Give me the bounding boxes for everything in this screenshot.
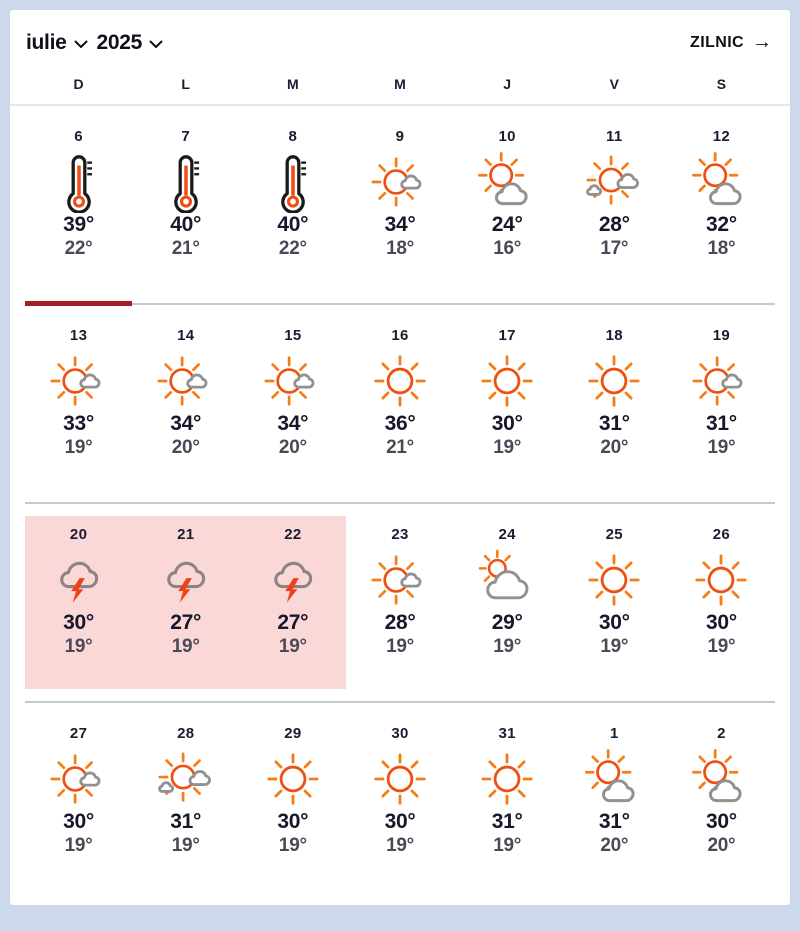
sun-cloud-icon — [262, 350, 324, 412]
low-temp: 22° — [64, 238, 93, 259]
high-temp: 34° — [277, 412, 309, 435]
thunderstorm-icon — [155, 549, 217, 611]
week-row — [25, 305, 775, 502]
day-number: 17 — [498, 327, 516, 344]
day-of-week-label: D — [73, 76, 84, 92]
low-temp: 20° — [707, 835, 736, 856]
day-number: 15 — [284, 327, 302, 344]
day-cell-29[interactable] — [239, 703, 346, 900]
day-cell-17[interactable] — [454, 305, 561, 502]
high-temp: 30° — [277, 810, 309, 833]
day-cell-2[interactable] — [668, 703, 775, 900]
high-temp: 33° — [63, 412, 94, 435]
week-divider — [25, 502, 775, 504]
weather-calendar-panel — [10, 10, 790, 905]
day-number: 10 — [498, 128, 516, 145]
high-temp: 40° — [277, 213, 309, 236]
low-temp: 19° — [64, 437, 93, 458]
sun-cloud-icon — [369, 549, 431, 611]
sun-two-clouds-icon — [155, 748, 217, 810]
chevron-down-icon — [74, 40, 88, 49]
day-of-week-label: L — [181, 76, 190, 92]
low-temp: 19° — [386, 636, 414, 657]
calendar-content — [10, 68, 790, 104]
day-number: 28 — [177, 725, 195, 742]
day-cell-15[interactable] — [239, 305, 346, 502]
low-temp: 20° — [278, 437, 307, 458]
day-number: 14 — [177, 327, 195, 344]
day-cell-19[interactable] — [668, 305, 775, 502]
cloudy-sun-icon — [476, 549, 538, 611]
thermometer-icon — [155, 151, 217, 213]
low-temp: 20° — [171, 437, 200, 458]
day-number: 31 — [498, 725, 516, 742]
low-temp: 19° — [493, 437, 522, 458]
sunny-icon — [262, 748, 324, 810]
partly-cloudy-icon — [583, 748, 645, 810]
high-temp: 30° — [63, 611, 94, 634]
sunny-icon — [690, 549, 752, 611]
day-number: 18 — [605, 327, 623, 344]
day-of-week-label: J — [503, 76, 512, 92]
daily-forecast-link[interactable] — [690, 31, 772, 53]
year-dropdown[interactable] — [97, 31, 164, 55]
day-number: 25 — [605, 526, 623, 543]
chevron-down-icon — [149, 40, 163, 49]
day-cell-31[interactable] — [454, 703, 561, 900]
month-dropdown[interactable] — [26, 31, 88, 55]
day-number: 1 — [609, 725, 619, 742]
weeks-container — [10, 106, 790, 900]
day-number: 22 — [284, 526, 302, 543]
partly-cloudy-icon — [690, 748, 752, 810]
low-temp: 19° — [171, 636, 200, 657]
low-temp: 20° — [600, 437, 629, 458]
high-temp: 27° — [277, 611, 309, 634]
arrow-right-icon: → — [752, 31, 772, 53]
high-temp: 36° — [384, 412, 416, 435]
day-cell-21[interactable] — [132, 504, 239, 701]
day-number: 30 — [391, 725, 409, 742]
day-cell-27[interactable] — [25, 703, 132, 900]
day-number: 2 — [717, 725, 726, 742]
sunny-icon — [583, 549, 645, 611]
day-of-week-label: M — [287, 76, 299, 92]
day-number: 6 — [74, 128, 83, 145]
partly-cloudy-icon — [690, 151, 752, 213]
sun-two-clouds-icon — [583, 151, 645, 213]
high-temp: 27° — [170, 611, 202, 634]
day-of-week-header — [25, 68, 775, 104]
day-number: 12 — [712, 128, 731, 145]
low-temp: 21° — [386, 437, 414, 458]
month-header — [10, 10, 790, 68]
week-row — [25, 703, 775, 900]
high-temp: 30° — [705, 611, 737, 634]
day-cell-13[interactable] — [25, 305, 132, 502]
high-temp: 39° — [63, 213, 94, 236]
low-temp: 22° — [278, 238, 307, 259]
day-cell-11[interactable] — [561, 106, 668, 303]
low-temp: 19° — [64, 636, 93, 657]
selected-day-indicator — [25, 301, 132, 306]
day-cell-26[interactable] — [668, 504, 775, 701]
low-temp: 18° — [707, 238, 736, 259]
low-temp: 19° — [493, 835, 522, 856]
week-divider — [25, 303, 775, 305]
sunny-icon — [369, 748, 431, 810]
day-number: 19 — [712, 327, 731, 344]
partly-cloudy-icon — [476, 151, 538, 213]
high-temp: 30° — [705, 810, 737, 833]
sun-cloud-icon — [48, 350, 110, 412]
thermometer-icon — [262, 151, 324, 213]
day-number: 23 — [391, 526, 409, 543]
low-temp: 19° — [278, 835, 307, 856]
week-row — [25, 504, 775, 701]
day-cell-14[interactable] — [132, 305, 239, 502]
day-number: 16 — [391, 327, 409, 344]
day-cell-18[interactable] — [561, 305, 668, 502]
high-temp: 40° — [170, 213, 202, 236]
thunderstorm-icon — [48, 549, 110, 611]
high-temp: 28° — [384, 611, 416, 634]
low-temp: 19° — [493, 636, 522, 657]
day-cell-9[interactable] — [346, 106, 453, 303]
low-temp: 19° — [707, 437, 736, 458]
day-cell-25[interactable] — [561, 504, 668, 701]
day-cell-23[interactable] — [346, 504, 453, 701]
sun-cloud-icon — [155, 350, 217, 412]
low-temp: 17° — [600, 238, 629, 259]
sunny-icon — [476, 350, 538, 412]
day-cell-8[interactable] — [239, 106, 346, 303]
day-cell-7[interactable] — [132, 106, 239, 303]
low-temp: 19° — [707, 636, 736, 657]
day-of-week-label: S — [716, 76, 727, 92]
day-number: 8 — [288, 128, 298, 145]
high-temp: 24° — [491, 213, 523, 236]
low-temp: 19° — [386, 835, 414, 856]
daily-link-label: ZILNIC — [690, 34, 744, 51]
day-cell-1[interactable] — [561, 703, 668, 900]
day-number: 7 — [181, 128, 191, 145]
high-temp: 31° — [170, 810, 202, 833]
low-temp: 19° — [171, 835, 200, 856]
high-temp: 31° — [705, 412, 737, 435]
high-temp: 34° — [170, 412, 202, 435]
day-cell-10[interactable] — [454, 106, 561, 303]
day-of-week-label: M — [394, 76, 406, 92]
low-temp: 21° — [171, 238, 200, 259]
high-temp: 30° — [63, 810, 94, 833]
day-number: 26 — [712, 526, 731, 543]
high-temp: 30° — [598, 611, 630, 634]
day-number: 13 — [69, 327, 88, 344]
month-label: iulie — [26, 31, 67, 54]
day-number: 29 — [284, 725, 302, 742]
low-temp: 16° — [493, 238, 522, 259]
day-cell-12[interactable] — [668, 106, 775, 303]
sunny-icon — [369, 350, 431, 412]
day-cell-28[interactable] — [132, 703, 239, 900]
low-temp: 20° — [600, 835, 629, 856]
sun-cloud-icon — [690, 350, 752, 412]
sun-cloud-icon — [48, 748, 110, 810]
high-temp: 32° — [705, 213, 737, 236]
low-temp: 19° — [278, 636, 307, 657]
day-number: 24 — [498, 526, 516, 543]
day-number: 27 — [69, 725, 88, 742]
high-temp: 30° — [491, 412, 523, 435]
sunny-icon — [583, 350, 645, 412]
sunny-icon — [476, 748, 538, 810]
day-number: 20 — [69, 526, 88, 543]
day-number: 21 — [177, 526, 195, 543]
week-row — [25, 106, 775, 303]
day-cell-16[interactable] — [346, 305, 453, 502]
day-cell-20[interactable] — [25, 504, 132, 701]
low-temp: 19° — [600, 636, 629, 657]
week-divider — [25, 701, 775, 703]
high-temp: 31° — [598, 810, 630, 833]
day-number: 9 — [395, 128, 405, 145]
high-temp: 30° — [384, 810, 416, 833]
sun-cloud-icon — [369, 151, 431, 213]
low-temp: 18° — [386, 238, 414, 259]
high-temp: 28° — [598, 213, 630, 236]
high-temp: 29° — [491, 611, 523, 634]
day-cell-6[interactable] — [25, 106, 132, 303]
day-cell-24[interactable] — [454, 504, 561, 701]
thermometer-icon — [48, 151, 110, 213]
high-temp: 34° — [384, 213, 416, 236]
thunderstorm-icon — [262, 549, 324, 611]
high-temp: 31° — [598, 412, 630, 435]
year-label: 2025 — [96, 31, 143, 54]
low-temp: 19° — [64, 835, 93, 856]
day-of-week-label: V — [609, 76, 619, 92]
day-cell-22[interactable] — [239, 504, 346, 701]
high-temp: 31° — [491, 810, 523, 833]
day-number: 11 — [606, 128, 623, 145]
day-cell-30[interactable] — [346, 703, 453, 900]
